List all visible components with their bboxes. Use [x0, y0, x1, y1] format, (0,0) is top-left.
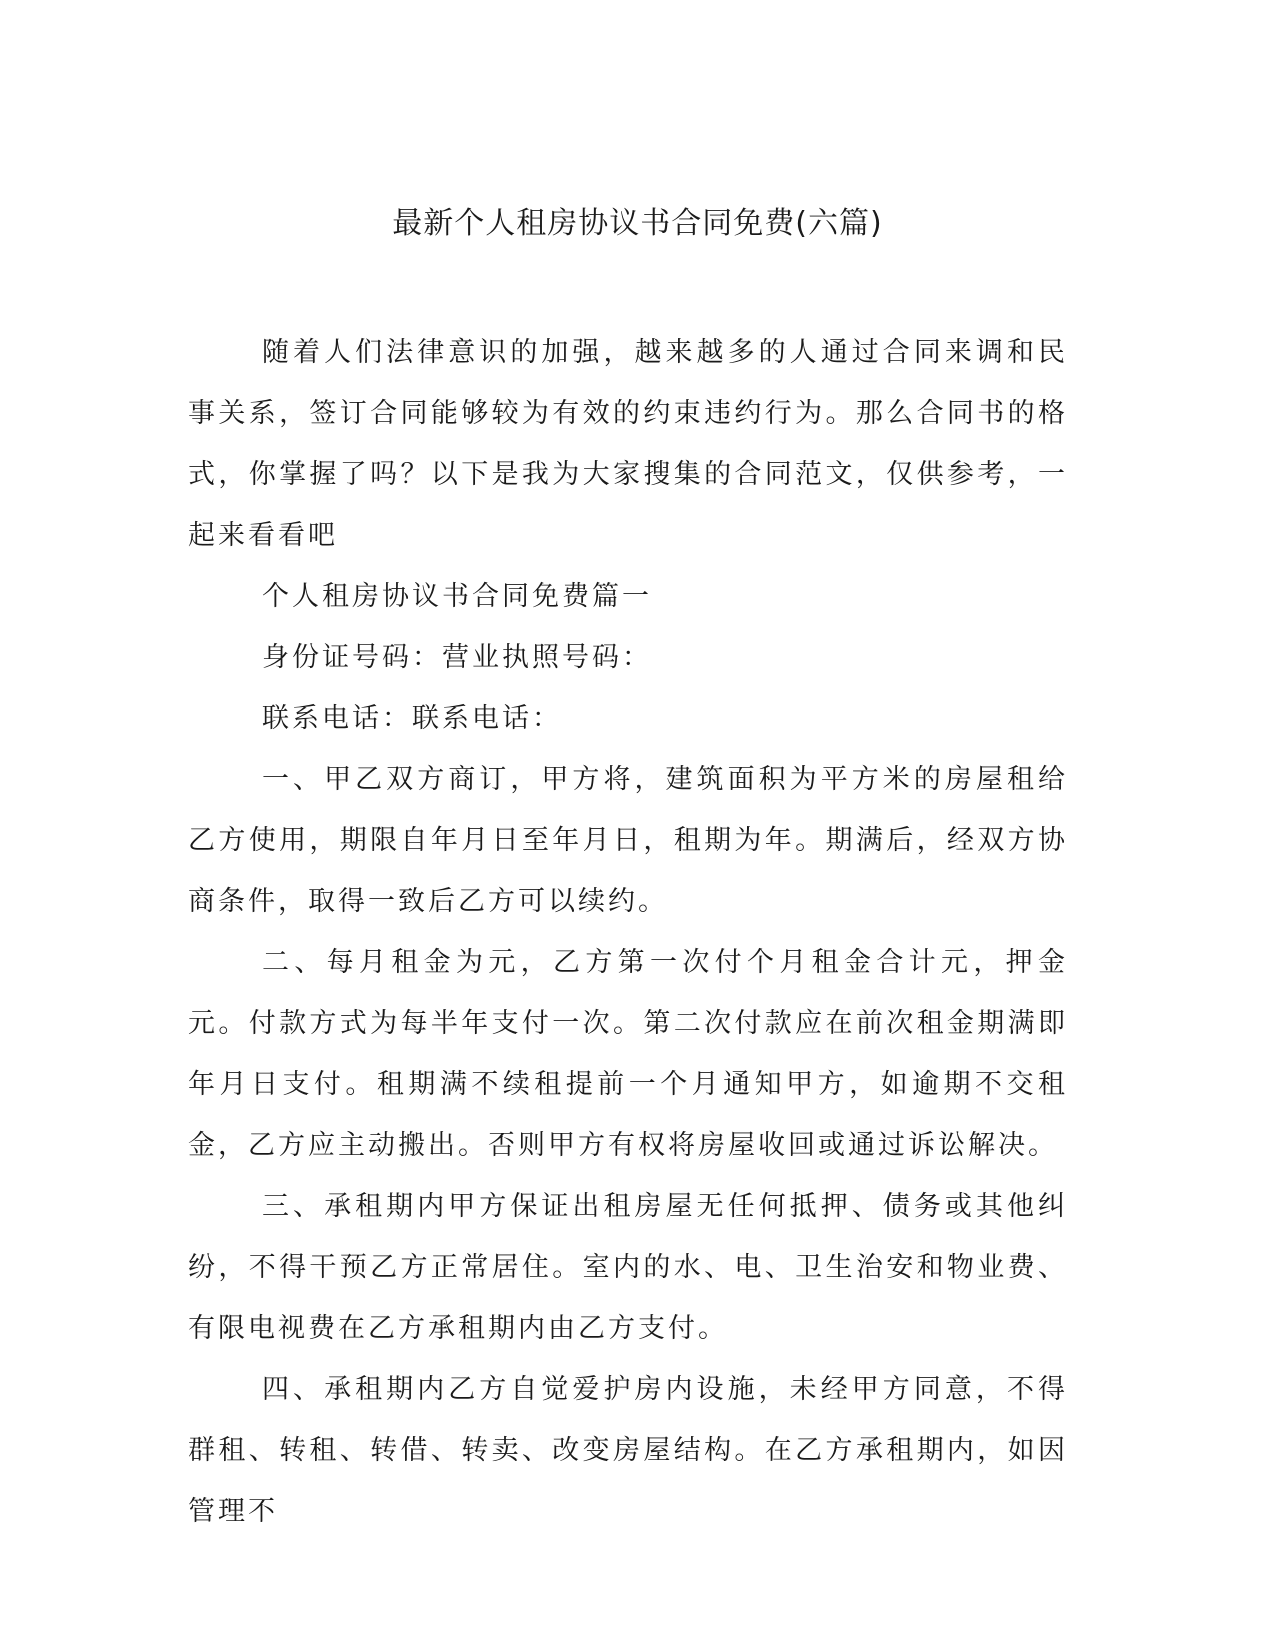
document-title: 最新个人租房协议书合同免费(六篇) [392, 206, 883, 241]
paragraph-intro: 随着人们法律意识的加强，越来越多的人通过合同来调和民事关系，签订合同能够较为有效的约束违约行为。那么合同书的格式，你掌握了吗？以下是我为大家搜集的合同范文，仅供参考，一起来看看吧 [188, 337, 1068, 551]
paragraph-clause-2: 二、每月租金为元，乙方第一次付个月租金合计元，押金元。付款方式为每半年支付一次。第二次付款应在前次租金期满即年月日支付。租期满不续租提前一个月通知甲方，如逾期不交租金，乙方应主动搬出。否则甲方有权将房屋收回或通过诉讼解决。 [188, 947, 1068, 1161]
paragraph-phone: 联系电话：联系电话： [262, 703, 562, 734]
paragraph-section-heading: 个人租房协议书合同免费篇一 [262, 581, 652, 612]
paragraph-clause-4: 四、承租期内乙方自觉爱护房内设施，未经甲方同意，不得群租、转租、转借、转卖、改变房屋结构。在乙方承租期内，如因管理不 [188, 1374, 1068, 1527]
document-body [188, 322, 1068, 1542]
paragraph-clause-1: 一、甲乙双方商订，甲方将，建筑面积为平方米的房屋租给乙方使用，期限自年月日至年月日，租期为年。期满后，经双方协商条件，取得一致后乙方可以续约。 [188, 764, 1068, 917]
paragraph-id-number: 身份证号码：营业执照号码： [262, 642, 652, 673]
paragraph-clause-3: 三、承租期内甲方保证出租房屋无任何抵押、债务或其他纠纷，不得干预乙方正常居住。室内的水、电、卫生治安和物业费、有限电视费在乙方承租期内由乙方支付。 [188, 1191, 1068, 1344]
